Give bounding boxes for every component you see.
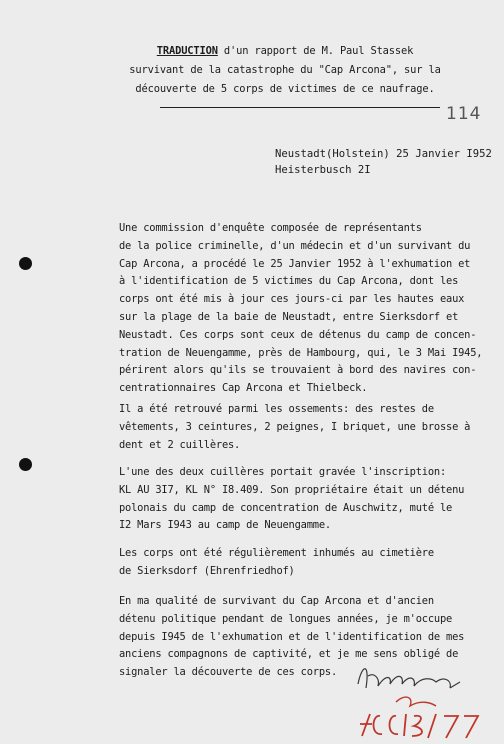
paragraph-line: Les corps ont été régulièrement inhumés au cimetière bbox=[119, 547, 434, 559]
document-title bbox=[120, 42, 450, 99]
title-underline-rule bbox=[160, 107, 440, 108]
paragraph-line: à l'identification de 5 victimes du Cap Arcona, dont les bbox=[119, 275, 459, 288]
place-date: Neustadt(Holstein) 25 Janvier I952 bbox=[275, 148, 492, 160]
punch-hole-bottom bbox=[19, 458, 32, 471]
handwritten-signature-and-stamp bbox=[340, 654, 500, 744]
paragraph-line: tration de Neuengamme, près de Hambourg, qui, le 3 Mai I945, bbox=[119, 346, 483, 359]
paragraph-line: dent et 2 cuillères. bbox=[119, 438, 241, 451]
punch-hole-top bbox=[19, 257, 32, 270]
dateline bbox=[275, 146, 492, 178]
paragraph-line: polonais du camp de concentration de Auschwitz, muté le bbox=[119, 501, 453, 514]
paragraph-line: corps ont été mis à jour ces jours-ci par les hautes eaux bbox=[119, 293, 465, 306]
signature-scrawl bbox=[358, 669, 460, 688]
paragraph-line: périrent alors qu'ils se trouvaient à bord des navires con- bbox=[119, 364, 477, 377]
paragraph-line: I2 Mars I943 au camp de Neuengamme. bbox=[119, 519, 331, 532]
title-line-2: survivant de la catastrophe du "Cap Arcona", sur la bbox=[129, 64, 441, 76]
paragraph-line: de la police criminelle, d'un médecin et d'un survivant du bbox=[119, 239, 471, 252]
paragraph-2 bbox=[119, 401, 495, 454]
paragraph-line: vêtements, 3 ceintures, 2 peignes, I briquet, une brosse à bbox=[119, 420, 471, 433]
address: Heisterbusch 2I bbox=[275, 164, 371, 176]
paragraph-line: Il a été retrouvé parmi les ossements: des restes de bbox=[119, 403, 434, 415]
paragraph-line: L'une des deux cuillères portait gravée l'inscription: bbox=[119, 466, 447, 478]
paragraph-line: depuis I945 de l'exhumation et de l'identification de mes bbox=[119, 630, 465, 643]
paragraph-line: de Sierksdorf (Ehrenfriedhof) bbox=[119, 564, 295, 577]
paragraph-4 bbox=[119, 545, 495, 581]
title-line-3: découverte de 5 corps de victimes de ce naufrage. bbox=[135, 83, 435, 95]
paragraph-line: anciens compagnons de captivité, et je me sens obligé de bbox=[119, 648, 459, 661]
stamp-scrawl bbox=[396, 697, 436, 706]
paragraph-line: KL AU 3I7, KL N° I8.409. Son propriétaire était un détenu bbox=[119, 483, 465, 496]
paragraph-line: signaler la découverte de ces corps. bbox=[119, 666, 338, 679]
paragraph-line: Une commission d'enquête composée de représentants bbox=[119, 222, 422, 234]
paragraph-line: Cap Arcona, a procédé le 25 Janvier 1952 à l'exhumation et bbox=[119, 257, 471, 270]
paragraph-line: Neustadt. Ces corps sont ceux de détenus du camp de concen- bbox=[119, 328, 477, 341]
paragraph-3 bbox=[119, 464, 495, 535]
paragraph-line: centrationnaires Cap Arcona et Thielbeck. bbox=[119, 382, 368, 395]
paragraph-1 bbox=[119, 220, 495, 398]
paragraph-line: détenu politique pendant de longues années, je m'occupe bbox=[119, 612, 453, 625]
page-number: 114 bbox=[446, 104, 482, 124]
stamp-code bbox=[360, 714, 478, 738]
title-word: TRADUCTION bbox=[156, 45, 218, 57]
paragraph-line: sur la plage de la baie de Neustadt, entre Sierksdorf et bbox=[119, 310, 459, 323]
paragraph-line: En ma qualité de survivant du Cap Arcona et d'ancien bbox=[119, 595, 434, 607]
title-rest: d'un rapport de M. Paul Stassek bbox=[217, 45, 414, 57]
